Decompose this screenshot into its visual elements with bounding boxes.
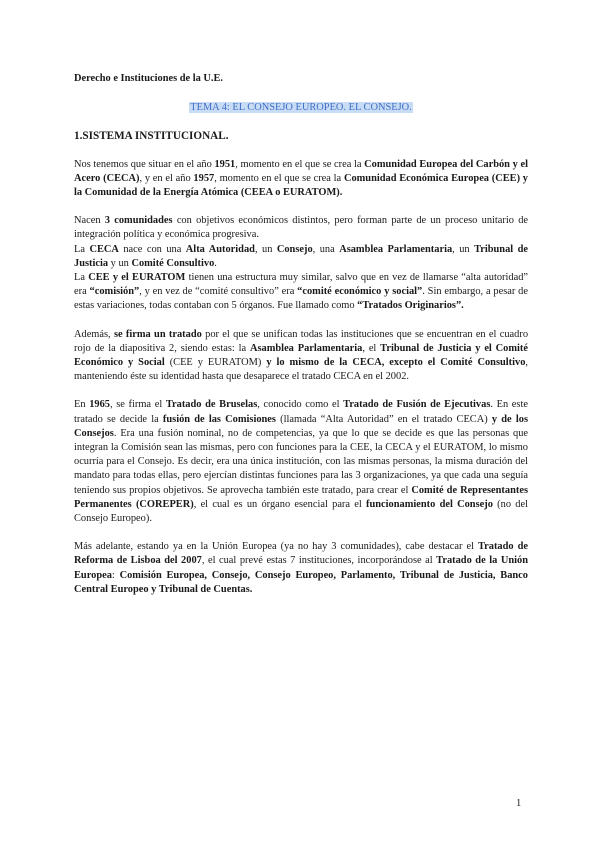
bold-text-run: fusión de las Comisiones: [162, 413, 276, 425]
bold-text-run: CEE y el EURATOM: [88, 272, 186, 284]
bold-text-run: Tratado de Fusión de Ejecutivas: [343, 399, 491, 411]
bold-text-run: “Tratados Originarios”.: [357, 300, 464, 312]
text-run: .: [214, 257, 217, 269]
text-run: (CEE y EURATOM): [164, 357, 267, 369]
bold-text-run: Asamblea Parlamentaria: [250, 342, 363, 354]
text-run: , y en el año: [139, 172, 194, 184]
text-run: tienen una estructura muy similar, salvo que en vez de llamarse “alta autoridad” era: [74, 272, 529, 298]
text-run: Además,: [74, 328, 114, 340]
text-run: . Sin embargo, a pesar de estas variaciones, todas contaban con 5 órganos. Fue llamado como: [74, 286, 528, 312]
bold-text-run: funcionamiento del Consejo: [366, 498, 493, 510]
text-run: , se firma el: [109, 399, 166, 411]
page-number: 1: [516, 798, 522, 809]
bold-text-run: Comunidad Económica Europea (CEE) y la Comunidad de la Energía Atómica (CEEA o EURATOM).: [74, 172, 529, 199]
bold-text-run: 1965: [89, 399, 110, 411]
topic-heading-line: [74, 101, 528, 115]
text-run: , manteniendo éste su identidad hasta que desaparece el tratado CECA en el 2002.: [74, 357, 528, 383]
section-title: 1.SISTEMA INSTITUCIONAL.: [74, 130, 229, 143]
paragraph: [74, 271, 528, 314]
paragraph: [74, 243, 528, 271]
text-run: y un: [108, 257, 132, 269]
bold-text-run: “comité económico y social”: [297, 286, 423, 298]
text-run: , el cual es un órgano esencial para el: [193, 498, 367, 510]
bold-text-run: Tratado de Bruselas: [165, 399, 258, 411]
text-run: , una: [312, 243, 340, 255]
text-run: , un: [254, 243, 277, 255]
bold-text-run: 3 comunidades: [104, 215, 173, 227]
paragraph: [74, 328, 528, 385]
course-title: Derecho e Instituciones de la U.E.: [74, 73, 224, 84]
text-run: , el: [362, 342, 381, 354]
text-run: (no del Consejo Europeo).: [74, 498, 528, 525]
bold-text-run: y de los Consejos: [74, 413, 528, 439]
text-run: . En este tratado se decide la: [74, 399, 528, 425]
bold-text-run: Comunidad Europea del Carbón y el Acero (CECA): [74, 158, 528, 184]
text-run: :: [111, 569, 120, 581]
bold-text-run: 1957: [193, 172, 215, 184]
text-run: , momento en el que se crea la: [235, 158, 365, 170]
bold-text-run: Alta Autoridad: [185, 243, 255, 255]
text-run: (llamada “Alta Autoridad” en el tratado CECA): [275, 413, 492, 425]
text-run: Nacen: [74, 215, 105, 227]
bold-text-run: y lo mismo de la CECA, excepto el Comité Consultivo: [266, 357, 526, 369]
paragraph: [74, 214, 528, 242]
paragraph-list: [74, 158, 528, 597]
paragraph: [74, 398, 528, 526]
text-run: , un: [452, 243, 475, 255]
bold-text-run: Tribunal de Justicia: [74, 243, 529, 269]
bold-text-run: Consejo: [276, 243, 313, 255]
text-run: , conocido como el: [257, 399, 344, 411]
paragraph: [74, 540, 528, 597]
text-run: , y en vez de “comité consultivo” era: [139, 286, 298, 298]
text-run: , el cual prevé estas 7 instituciones, incorporándose al: [201, 555, 437, 567]
bold-text-run: Comisión Europea, Consejo, Consejo Europeo, Parlamento, Tribunal de Justicia, Banco Central Europeo y Tribunal de Cuentas.: [74, 569, 528, 595]
text-run: En: [74, 399, 90, 411]
document-body: [74, 72, 528, 597]
bold-text-run: CECA: [89, 243, 119, 255]
bold-text-run: Tratado de la Unión Europea: [74, 555, 528, 581]
bold-text-run: se firma un tratado: [113, 328, 202, 340]
topic-heading: TEMA 4: EL CONSEJO EUROPEO. EL CONSEJO.: [190, 102, 412, 114]
text-run: , momento en el que se crea la: [214, 172, 344, 184]
bold-text-run: 1951: [214, 158, 236, 170]
bold-text-run: “comisión”: [89, 286, 140, 298]
bold-text-run: Asamblea Parlamentaria: [339, 243, 453, 255]
text-run: con objetivos económicos distintos, pero forman parte de un proceso unitario de integración política y económica progresiva.: [74, 215, 529, 241]
bold-text-run: Comité Consultivo: [131, 257, 215, 269]
bold-text-run: Comité de Representantes Permanentes (COREPER): [74, 484, 528, 510]
bold-text-run: Tratado de Reforma de Lisboa del 2007: [74, 541, 528, 567]
text-run: nace con una: [118, 243, 186, 255]
bold-text-run: Tribunal de Justicia y el Comité Económico y Social: [74, 342, 528, 369]
text-run: por el que se unifican todas las instituciones que se encuentran en el cuadro rojo de la diapositiva 2, siendo estas: la: [74, 328, 529, 354]
text-run: La: [74, 272, 89, 284]
text-run: Más adelante, estando ya en la Unión Europea (ya no hay 3 comunidades), cabe destacar el: [74, 541, 478, 553]
text-run: . Era una fusión nominal, no de competencias, ya que lo que se decide es que las personas que integran la Comisión sean las mismas, pero con funciones para la CEE, la CECA y el EURATOM, lo mismo ocurría para el Consejo. Es decir, era una única institución, con las mismas personas, la misma duración del mandato para todas ellas, pero ejercían distintas funciones para las 3 organizaciones, ya que cada una seguía teniendo sus propios objetivos. Se aprovecha también este tratado, para crear el: [74, 427, 528, 496]
paragraph: [74, 158, 528, 201]
text-run: Nos tenemos que situar en el año: [74, 158, 215, 170]
text-run: La: [74, 243, 90, 255]
